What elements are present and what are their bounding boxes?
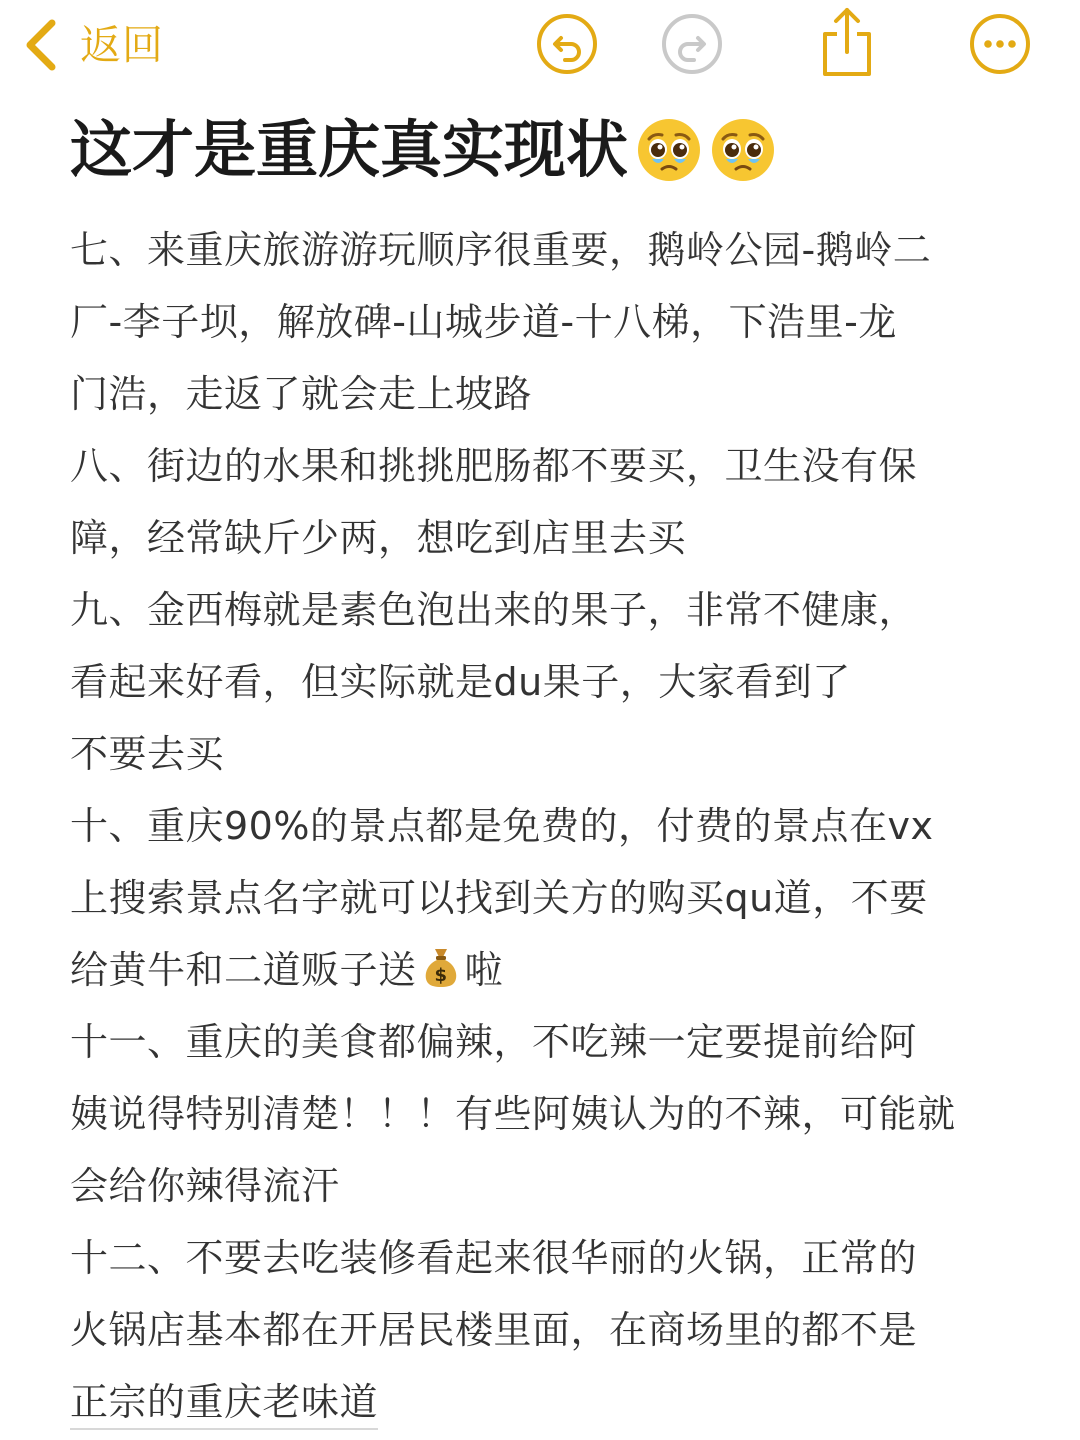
money-bag-emoji bbox=[421, 945, 461, 989]
redo-button[interactable] bbox=[660, 12, 724, 76]
text-line: 七、来重庆旅游游玩顺序很重要，鹅岭公园-鹅岭二 bbox=[70, 228, 932, 272]
text-line: 上搜索景点名字就可以找到关方的购买qu道，不要 bbox=[70, 876, 928, 920]
text-line: 姨说得特别清楚！！！有些阿姨认为的不辣，可能就 bbox=[70, 1092, 956, 1136]
text-line: 厂-李子坝，解放碑-山城步道-十八梯，下浩里-龙 bbox=[70, 300, 897, 344]
note-body[interactable] bbox=[70, 214, 1015, 1438]
top-toolbar bbox=[0, 0, 1080, 95]
back-button[interactable] bbox=[22, 14, 164, 76]
note-title-text: 这才是重庆真实现状 bbox=[70, 113, 629, 186]
more-icon bbox=[968, 12, 1032, 76]
share-icon bbox=[815, 6, 879, 78]
text-line: 十一、重庆的美食都偏辣，不吃辣一定要提前给阿 bbox=[70, 1020, 918, 1064]
text-segment: 正宗的重庆老味道 bbox=[70, 1380, 378, 1430]
chevron-left-icon bbox=[22, 17, 62, 73]
text-line: 会给你辣得流汗 bbox=[70, 1164, 340, 1208]
text-line-with-emoji bbox=[70, 934, 1015, 1006]
pleading-face-emoji bbox=[710, 117, 776, 183]
text-line: 十二、不要去吃装修看起来很华丽的火锅，正常的 bbox=[70, 1236, 918, 1280]
pleading-face-emoji bbox=[636, 117, 702, 183]
text-line: 障，经常缺斤少两，想吃到店里去买 bbox=[70, 516, 687, 560]
text-line-last bbox=[70, 1366, 1015, 1438]
share-button[interactable] bbox=[815, 6, 879, 70]
more-button[interactable] bbox=[968, 12, 1032, 76]
svg-text:$: $ bbox=[434, 965, 448, 986]
text-segment: 啦 bbox=[464, 948, 504, 992]
redo-icon bbox=[660, 12, 724, 76]
text-line: 九、金西梅就是素色泡出来的果子，非常不健康， bbox=[70, 588, 918, 632]
undo-button[interactable] bbox=[535, 12, 599, 76]
text-line: 门浩，走返了就会走上坡路 bbox=[70, 372, 533, 416]
text-segment: 给黄牛和二道贩子送 bbox=[70, 948, 417, 992]
undo-icon bbox=[535, 12, 599, 76]
text-line: 看起来好看，但实际就是du果子，大家看到了 bbox=[70, 660, 851, 704]
note-title[interactable] bbox=[70, 108, 776, 192]
text-line: 火锅店基本都在开居民楼里面，在商场里的都不是 bbox=[70, 1308, 918, 1352]
text-line: 不要去买 bbox=[70, 732, 225, 776]
text-line: 八、街边的水果和挑挑肥肠都不要买，卫生没有保 bbox=[70, 444, 918, 488]
text-line: 十、重庆90%的景点都是免费的，付费的景点在vx bbox=[70, 804, 934, 848]
back-label: 返回 bbox=[80, 21, 164, 69]
